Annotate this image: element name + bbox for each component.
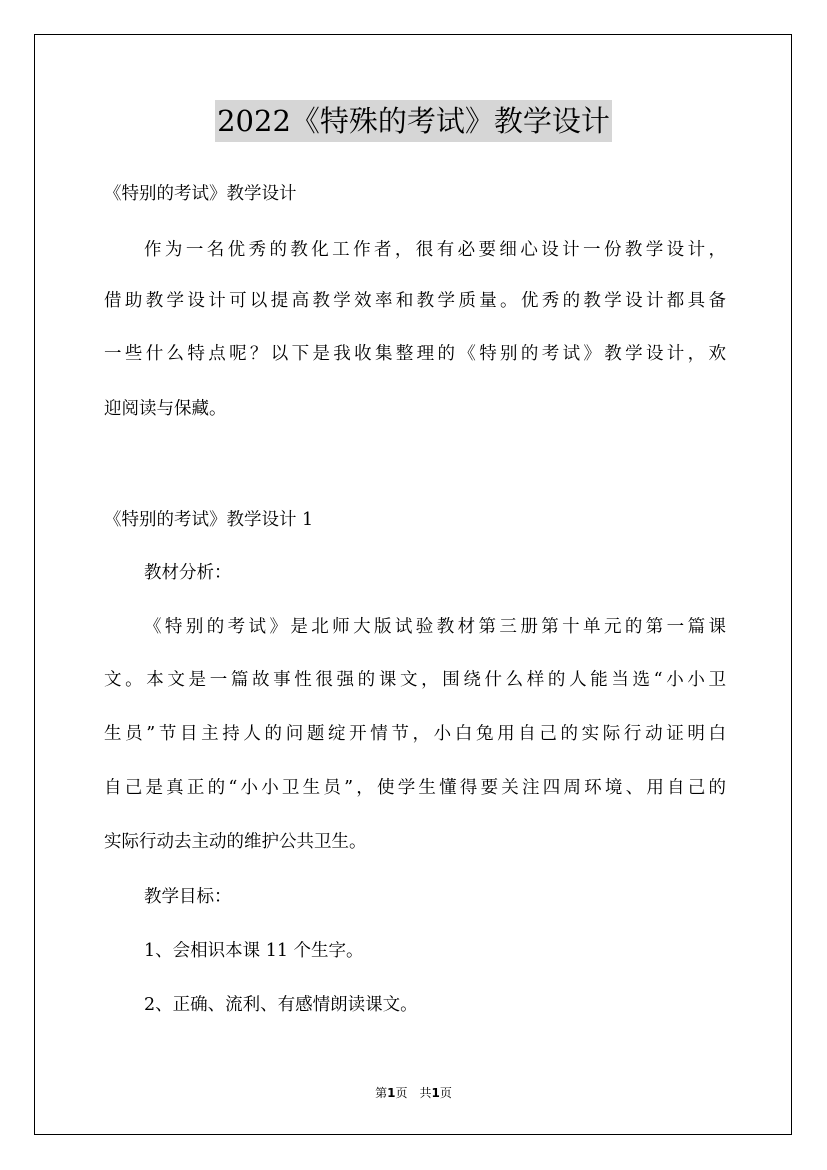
footer-total-number: 1: [431, 1086, 440, 1100]
document-subtitle: 《特别的考试》教学设计: [104, 184, 297, 204]
goals-label: 教学目标：: [144, 887, 232, 907]
analysis-label: 教材分析：: [144, 563, 232, 583]
analysis-line-1: 《特别的考试》是北师大版试验教材第三册第十单元的第一篇课: [144, 617, 726, 637]
analysis-line-4: 自己是真正的“小小卫生员”，使学生懂得要关注四周环境、用自己的: [104, 778, 726, 798]
document-title: 2022《特殊的考试》教学设计: [215, 100, 612, 142]
footer-page-prefix: 第: [375, 1086, 388, 1100]
analysis-line-2: 文。本文是一篇故事性很强的课文，围绕什么样的人能当选“小小卫: [104, 670, 726, 690]
intro-line-1: 作为一名优秀的教化工作者，很有必要细心设计一份教学设计，: [144, 240, 726, 260]
analysis-line-5: 实际行动去主动的维护公共卫生。: [104, 832, 367, 852]
section-heading: 《特别的考试》教学设计 1: [104, 510, 314, 530]
footer-page-number: 1: [387, 1086, 396, 1100]
page-footer: [0, 1084, 827, 1101]
footer-page-suffix: 页 共: [395, 1086, 432, 1100]
goal-item-2: 2、正确、流利、有感情朗读课文。: [144, 995, 418, 1015]
goal-item-1: 1、会相识本课 11 个生字。: [144, 941, 364, 961]
footer-total-suffix: 页: [439, 1086, 452, 1100]
intro-line-2: 借助教学设计可以提高教学效率和教学质量。优秀的教学设计都具备: [104, 291, 726, 311]
title-container: [0, 100, 827, 142]
intro-line-3: 一些什么特点呢？以下是我收集整理的《特别的考试》教学设计，欢: [104, 344, 726, 364]
analysis-line-3: 生员”节目主持人的问题绽开情节，小白兔用自己的实际行动证明白: [104, 724, 726, 744]
intro-line-4: 迎阅读与保藏。: [104, 399, 227, 419]
